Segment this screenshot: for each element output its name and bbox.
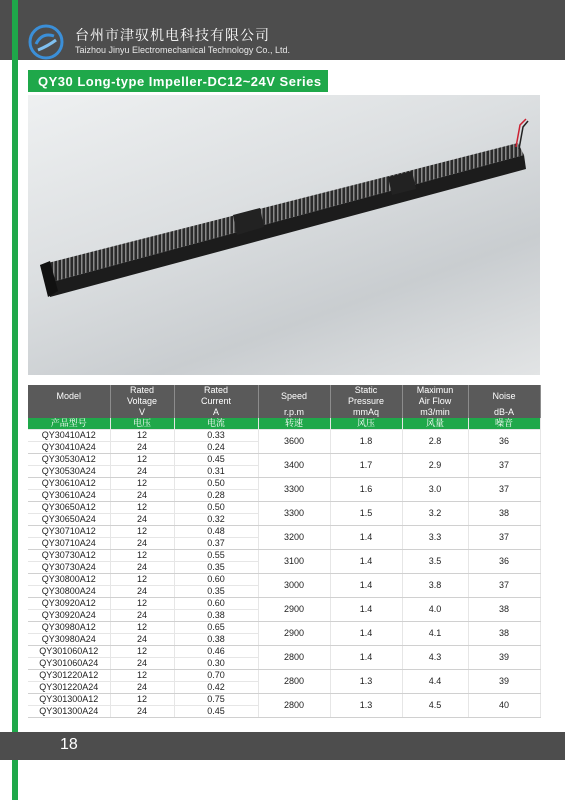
cell-current: 0.28 [174, 490, 258, 502]
cell-model: QY30730A24 [28, 562, 110, 574]
cell-voltage: 24 [110, 586, 174, 598]
cell-model: QY30610A24 [28, 490, 110, 502]
col-current-l1: Rated [174, 385, 258, 396]
cell-voltage: 24 [110, 514, 174, 526]
cell-voltage: 12 [110, 502, 174, 514]
table-header-row [28, 385, 540, 396]
cell-voltage: 12 [110, 454, 174, 466]
cell-current: 0.48 [174, 526, 258, 538]
cell-noise: 38 [468, 598, 540, 622]
cell-model: QY301220A12 [28, 670, 110, 682]
cell-airflow: 2.8 [402, 430, 468, 454]
cell-current: 0.35 [174, 586, 258, 598]
cell-current: 0.60 [174, 598, 258, 610]
cell-voltage: 12 [110, 622, 174, 634]
cell-voltage: 12 [110, 646, 174, 658]
cell-model: QY30650A12 [28, 502, 110, 514]
cell-current: 0.45 [174, 706, 258, 718]
cell-pressure: 1.4 [330, 526, 402, 550]
cell-speed: 3200 [258, 526, 330, 550]
cn-noise: 噪音 [468, 418, 540, 430]
cell-voltage: 24 [110, 634, 174, 646]
cell-voltage: 24 [110, 538, 174, 550]
cell-model: QY30980A12 [28, 622, 110, 634]
table-row [28, 502, 540, 514]
col-voltage-l1: Rated [110, 385, 174, 396]
cell-airflow: 3.2 [402, 502, 468, 526]
cell-airflow: 4.4 [402, 670, 468, 694]
cell-current: 0.50 [174, 502, 258, 514]
unit-voltage: V [110, 407, 174, 418]
cell-speed: 2800 [258, 646, 330, 670]
unit-pressure: mmAq [330, 407, 402, 418]
table-row [28, 526, 540, 538]
cell-airflow: 2.9 [402, 454, 468, 478]
cell-voltage: 24 [110, 562, 174, 574]
cell-pressure: 1.3 [330, 694, 402, 718]
cn-current: 电流 [174, 418, 258, 430]
table-row [28, 550, 540, 562]
cell-speed: 2900 [258, 598, 330, 622]
table-row [28, 598, 540, 610]
cell-current: 0.70 [174, 670, 258, 682]
table-cn-row [28, 418, 540, 430]
cn-airflow: 风量 [402, 418, 468, 430]
cell-model: QY30610A12 [28, 478, 110, 490]
cell-current: 0.32 [174, 514, 258, 526]
cell-speed: 2800 [258, 694, 330, 718]
table-row [28, 694, 540, 706]
cell-voltage: 12 [110, 478, 174, 490]
cell-noise: 40 [468, 694, 540, 718]
cell-current: 0.35 [174, 562, 258, 574]
cell-model: QY30530A12 [28, 454, 110, 466]
cell-voltage: 24 [110, 706, 174, 718]
cell-current: 0.30 [174, 658, 258, 670]
cell-current: 0.65 [174, 622, 258, 634]
cell-model: QY30650A24 [28, 514, 110, 526]
cell-voltage: 24 [110, 466, 174, 478]
cell-speed: 3300 [258, 502, 330, 526]
cell-pressure: 1.4 [330, 574, 402, 598]
table-row [28, 622, 540, 634]
table-row [28, 454, 540, 466]
cell-voltage: 12 [110, 670, 174, 682]
page-number: 18 [60, 736, 78, 753]
cell-voltage: 24 [110, 610, 174, 622]
cell-noise: 36 [468, 430, 540, 454]
cell-current: 0.33 [174, 430, 258, 442]
cell-current: 0.37 [174, 538, 258, 550]
cell-pressure: 1.4 [330, 550, 402, 574]
col-airflow-l1: Maximun [402, 385, 468, 396]
impeller-illustration [28, 95, 540, 375]
company-name-en: Taizhou Jinyu Electromechanical Technology Co., Ltd. [75, 45, 290, 55]
cell-speed: 3100 [258, 550, 330, 574]
cell-model: QY301060A24 [28, 658, 110, 670]
cell-speed: 3300 [258, 478, 330, 502]
cell-model: QY30410A24 [28, 442, 110, 454]
unit-airflow: m3/min [402, 407, 468, 418]
cell-speed: 3600 [258, 430, 330, 454]
cell-airflow: 3.3 [402, 526, 468, 550]
cell-model: QY30800A12 [28, 574, 110, 586]
unit-current: A [174, 407, 258, 418]
cell-model: QY30980A24 [28, 634, 110, 646]
cell-pressure: 1.8 [330, 430, 402, 454]
col-noise: Noise [468, 385, 540, 407]
col-airflow-l2: Air Flow [402, 396, 468, 407]
col-pressure-l1: Static [330, 385, 402, 396]
cell-pressure: 1.4 [330, 646, 402, 670]
cell-airflow: 3.8 [402, 574, 468, 598]
cell-current: 0.42 [174, 682, 258, 694]
cell-current: 0.38 [174, 634, 258, 646]
cell-airflow: 4.1 [402, 622, 468, 646]
cell-pressure: 1.7 [330, 454, 402, 478]
cell-noise: 38 [468, 622, 540, 646]
series-title: QY30 Long-type Impeller-DC12~24V Series [38, 74, 322, 89]
page-header [0, 0, 565, 60]
table-row [28, 478, 540, 490]
cell-model: QY301300A12 [28, 694, 110, 706]
cell-pressure: 1.4 [330, 622, 402, 646]
cell-noise: 36 [468, 550, 540, 574]
cell-model: QY30800A24 [28, 586, 110, 598]
cell-model: QY301300A24 [28, 706, 110, 718]
cell-speed: 3000 [258, 574, 330, 598]
cell-noise: 38 [468, 502, 540, 526]
company-logo-icon [28, 24, 64, 60]
table-row [28, 670, 540, 682]
cell-current: 0.50 [174, 478, 258, 490]
cell-current: 0.31 [174, 466, 258, 478]
cell-airflow: 4.5 [402, 694, 468, 718]
cell-pressure: 1.4 [330, 598, 402, 622]
cell-current: 0.38 [174, 610, 258, 622]
cell-current: 0.45 [174, 454, 258, 466]
table-row [28, 430, 540, 442]
cell-airflow: 4.3 [402, 646, 468, 670]
cell-model: QY30920A24 [28, 610, 110, 622]
page-footer [0, 732, 565, 760]
cell-voltage: 12 [110, 694, 174, 706]
cell-noise: 37 [468, 574, 540, 598]
cell-current: 0.24 [174, 442, 258, 454]
col-model: Model [28, 385, 110, 407]
cell-speed: 3400 [258, 454, 330, 478]
cell-current: 0.60 [174, 574, 258, 586]
cell-voltage: 24 [110, 682, 174, 694]
unit-speed: r.p.m [258, 407, 330, 418]
product-photo [28, 95, 540, 375]
cell-model: QY301060A12 [28, 646, 110, 658]
col-speed: Speed [258, 385, 330, 407]
col-current-l2: Current [174, 396, 258, 407]
cell-airflow: 4.0 [402, 598, 468, 622]
cell-model: QY30710A24 [28, 538, 110, 550]
cell-current: 0.75 [174, 694, 258, 706]
cell-pressure: 1.6 [330, 478, 402, 502]
cell-voltage: 12 [110, 598, 174, 610]
table-row [28, 646, 540, 658]
cell-current: 0.55 [174, 550, 258, 562]
series-title-box [28, 70, 328, 92]
table-row [28, 574, 540, 586]
cell-noise: 39 [468, 670, 540, 694]
cell-noise: 37 [468, 454, 540, 478]
cell-pressure: 1.3 [330, 670, 402, 694]
spec-table [28, 385, 540, 718]
cell-current: 0.46 [174, 646, 258, 658]
cell-voltage: 24 [110, 442, 174, 454]
cn-model: 产品型号 [28, 418, 110, 430]
cell-model: QY30730A12 [28, 550, 110, 562]
cell-voltage: 24 [110, 490, 174, 502]
company-name-cn: 台州市津驭机电科技有限公司 [75, 27, 270, 43]
cell-model: QY301220A24 [28, 682, 110, 694]
cell-noise: 37 [468, 526, 540, 550]
col-voltage-l2: Voltage [110, 396, 174, 407]
cell-model: QY30530A24 [28, 466, 110, 478]
cell-noise: 37 [468, 478, 540, 502]
cell-model: QY30920A12 [28, 598, 110, 610]
side-accent-bar [12, 0, 18, 800]
cell-voltage: 12 [110, 430, 174, 442]
cell-speed: 2900 [258, 622, 330, 646]
cell-voltage: 12 [110, 574, 174, 586]
col-pressure-l2: Pressure [330, 396, 402, 407]
cell-voltage: 12 [110, 526, 174, 538]
cell-voltage: 24 [110, 658, 174, 670]
cell-model: QY30710A12 [28, 526, 110, 538]
cn-speed: 转速 [258, 418, 330, 430]
cell-speed: 2800 [258, 670, 330, 694]
cn-pressure: 风压 [330, 418, 402, 430]
cn-voltage: 电压 [110, 418, 174, 430]
cell-model: QY30410A12 [28, 430, 110, 442]
unit-noise: dB-A [468, 407, 540, 418]
cell-noise: 39 [468, 646, 540, 670]
cell-voltage: 12 [110, 550, 174, 562]
cell-pressure: 1.5 [330, 502, 402, 526]
table-unit-row [28, 407, 540, 418]
cell-airflow: 3.5 [402, 550, 468, 574]
cell-airflow: 3.0 [402, 478, 468, 502]
